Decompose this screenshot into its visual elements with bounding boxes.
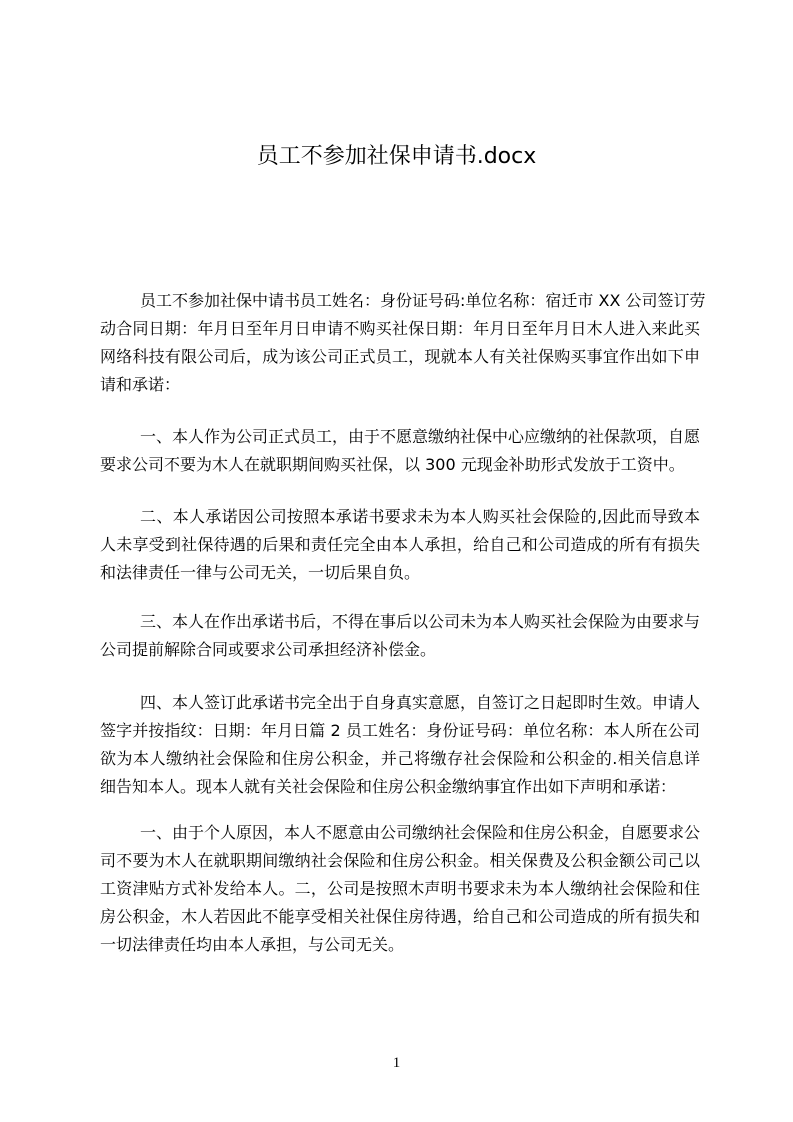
paragraph: [100, 689, 700, 801]
paragraph-line: 司不要为木人在就职期间缴纳社会保险和住房公积金。相关保费及公积金额公司己以: [100, 851, 700, 870]
paragraph-line: 动合同日期：年月日至年月日申请不购买社保日期：年月日至年月日木人进入来此买: [100, 319, 700, 338]
page-number: 1: [392, 1055, 401, 1071]
paragraph-line: 员工不参加社保中请书员工姓名：身份证号码:单位名称：宿迁市 XX 公司签订劳: [140, 291, 706, 310]
paragraph-line: 请和承诺：: [100, 375, 181, 394]
paragraph: [100, 423, 700, 479]
paragraph-line: 一切法律责任均由本人承担，与公司无关。: [100, 935, 405, 954]
paragraph-line: 一、本人作为公司正式员工，由于不愿意缴纳社保中心应缴纳的社保款项，自愿: [140, 427, 701, 446]
paragraph-line: 欲为本人缴纳社会保险和住房公积金，并己将缴存社会保险和公积金的.相关信息详: [100, 749, 700, 768]
paragraph-line: 公司提前解除合同或要求公司承担经济补偿金。: [100, 640, 437, 659]
paragraph-line: 四、本人签订此承诺书完全出于自身真实意愿，自签订之日起即时生效。申请人: [140, 693, 701, 712]
paragraph: [100, 608, 700, 664]
paragraph-line: 人未享受到社保待遇的后果和责任完全由本人承担，给自己和公司造成的所有有损失: [100, 535, 700, 554]
paragraph-line: 细告知本人。现本人就有关社会保险和住房公积金缴纳事宜作出如下声明和承诺：: [100, 777, 677, 796]
paragraph-line: 网络科技有限公司后，成为该公司正式员工，现就本人有关社保购买事宜作出如下申: [100, 347, 700, 366]
paragraph-line: 签字并按指纹：日期：年月日篇 2 员工姓名：身份证号码：单位名称：本人所在公司: [100, 721, 700, 740]
paragraph-line: 和法律责任一律与公司无关，一切后果自负。: [100, 563, 421, 582]
paragraph-line: 三、本人在作出承诺书后，不得在事后以公司未为本人购买社会保险为由要求与: [140, 612, 701, 631]
paragraph-line: 工资津贴方式补发给本人。二，公司是按照木声明书要求未为本人缴纳社会保险和住: [100, 879, 700, 898]
document-title: 员工不参加社保申请书.docx: [256, 144, 537, 169]
paragraph: [100, 287, 706, 399]
paragraph: [100, 819, 700, 959]
paragraph-line: 要求公司不要为木人在就职期间购买社保，以 300 元现金补助形式发放于工资中。: [100, 455, 685, 474]
paragraph-line: 一、由于个人原因，本人不愿意由公司缴纳社会保险和住房公积金，自愿要求公: [140, 823, 701, 842]
paragraph: [100, 503, 700, 587]
paragraph-line: 二、本人承诺因公司按照本承诺书要求未为本人购买社会保险的,因此而导致本: [140, 507, 700, 526]
paragraph-line: 房公积金，木人若因此不能享受相关社保住房待遇，给自己和公司造成的所有损失和: [100, 907, 700, 926]
